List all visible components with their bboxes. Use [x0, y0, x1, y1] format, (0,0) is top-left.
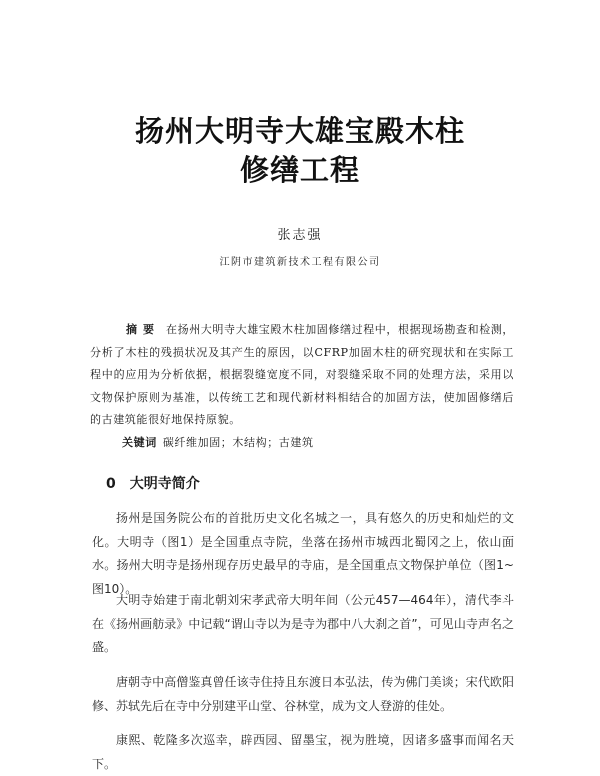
section-heading [106, 473, 200, 493]
author-affiliation: 江阴市建筑新技术工程有限公司 [219, 257, 381, 268]
title-line-1: 扬州大明寺大雄宝殿木柱 [134, 114, 465, 148]
abstract-text: 在扬州大明寺大雄宝殿木柱加固修缮过程中，根据现场勘查和检测，分析了木柱的残损状况及其产生的原因，以CFRP加固木柱的研究现状和在实际工程中的应用为分析依据，根据裂缝宽度不同，对裂缝采取不同的处理方法，采用以文物保护原则为基准，以传统工艺和现代新材料相结合的加固方法，使加固修缮后的古建筑能很好地保持原貌。 [90, 323, 514, 426]
abstract-label: 摘要 [126, 323, 160, 336]
title-line-2: 修缮工程 [239, 153, 360, 187]
abstract-block [90, 319, 514, 432]
body-paragraph: 扬州是国务院公布的首批历史文化名城之一，具有悠久的历史和灿烂的文化。大明寺（图1）是全国重点寺院，坐落在扬州市城西北蜀冈之上，依山面水。扬州大明寺是扬州现存历史最早的寺庙，是全国重点文物保护单位（图1~图10）。 [92, 511, 514, 596]
paper-title [0, 112, 600, 190]
author-name: 张志强 [277, 228, 323, 243]
keywords-label: 关键词 [122, 436, 157, 449]
body-paragraph: 唐朝寺中高僧鉴真曾任该寺住持且东渡日本弘法，传为佛门美谈；宋代欧阳修、苏轼先后在寺中分别建平山堂、谷林堂，成为文人登游的佳处。 [92, 675, 514, 713]
keywords-block [122, 434, 522, 450]
section-title: 大明寺简介 [129, 476, 200, 492]
body-paragraph: 大明寺始建于南北朝刘宋孝武帝大明年间（公元457—464年），清代李斗在《扬州画舫录》中记载“谓山寺以为是寺为郡中八大刹之首”，可见山寺声名之盛。 [92, 593, 514, 654]
section-number: 0 [106, 476, 116, 492]
body-paragraph: 康熙、乾隆多次巡幸，辟西园、留墨宝，视为胜境，因诸多盛事而闻名天下。 [92, 733, 514, 771]
keywords-text: 碳纤维加固；木结构；古建筑 [162, 436, 314, 449]
